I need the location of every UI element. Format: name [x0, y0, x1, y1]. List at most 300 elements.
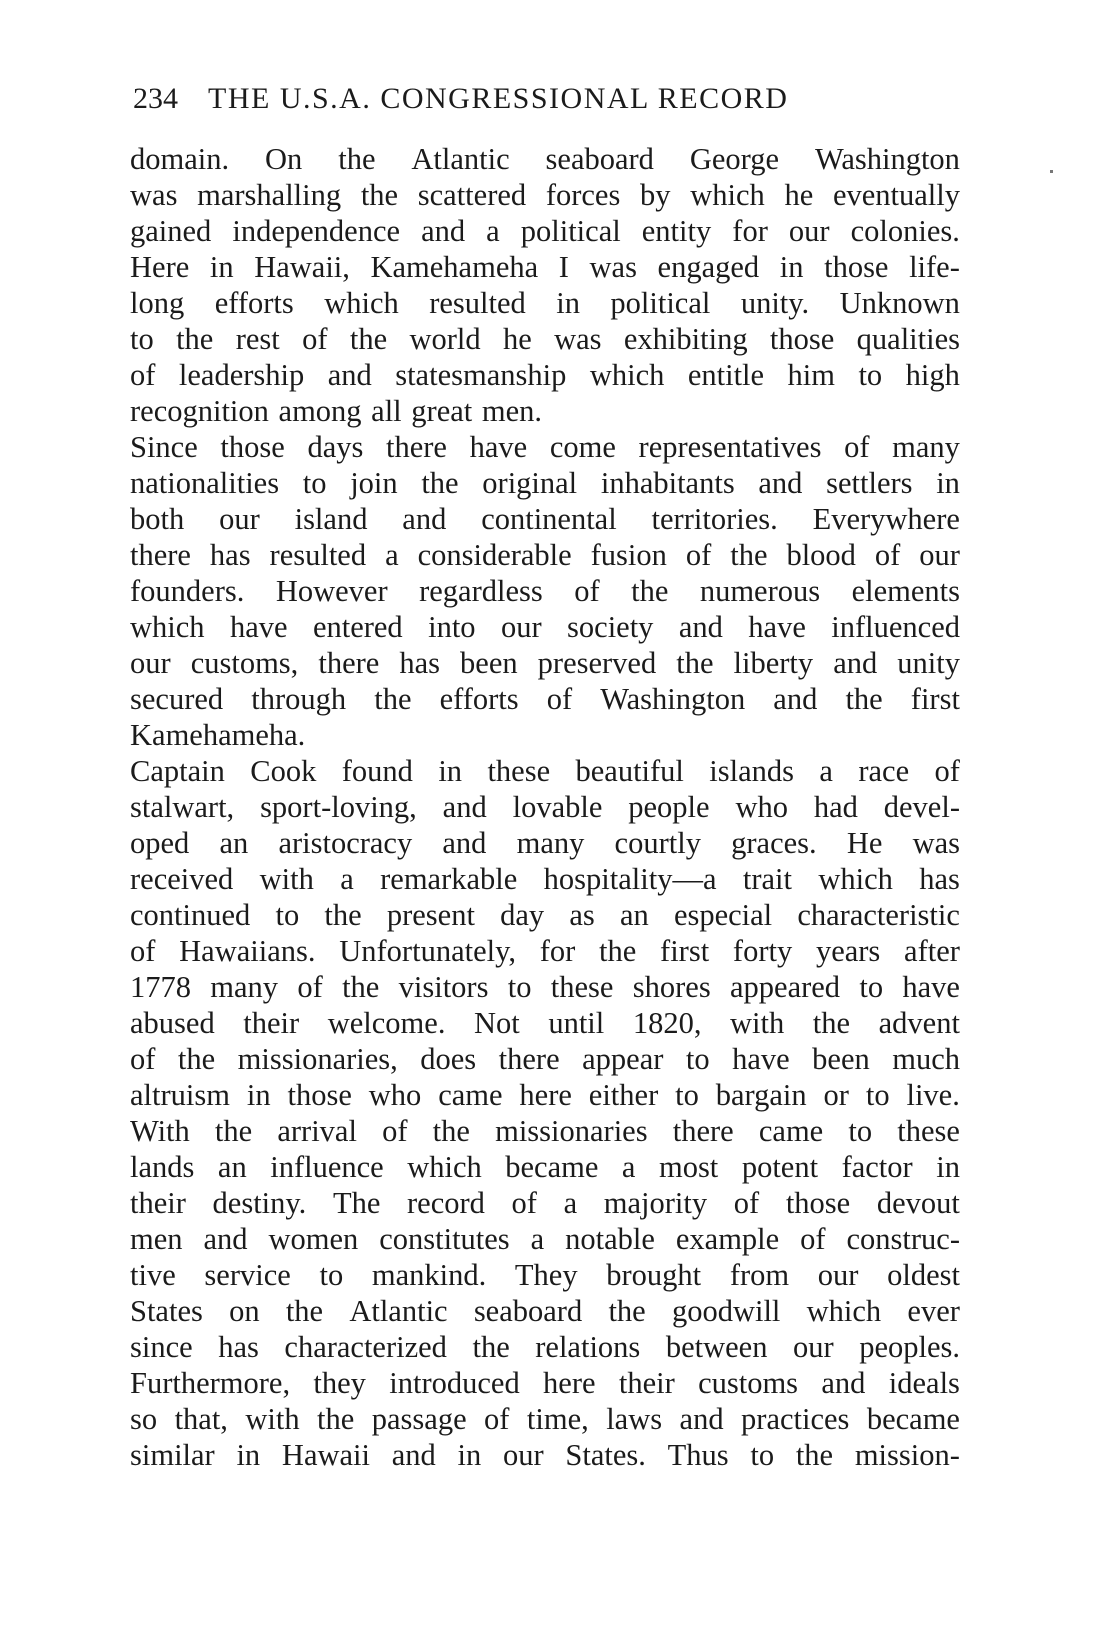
word: to [848, 1114, 873, 1148]
word: here [543, 1366, 596, 1400]
word: shores [632, 970, 711, 1004]
word: has [218, 1330, 259, 1364]
word: With [130, 1114, 190, 1148]
paragraph-3 [130, 753, 960, 1113]
margin-speck [1050, 170, 1053, 173]
word: with [259, 862, 314, 896]
word: many [516, 826, 585, 860]
word: the [472, 1330, 510, 1364]
word: practices [741, 1402, 850, 1436]
word: trait [742, 862, 792, 896]
word: there [672, 1114, 734, 1148]
word: the [285, 1294, 324, 1328]
word: constitutes [379, 1222, 510, 1256]
word: Washington [814, 142, 960, 176]
word: to [685, 1042, 710, 1076]
word: regardless [419, 574, 543, 608]
word: settlers [826, 466, 913, 500]
word: resulted [429, 286, 526, 320]
word: leadership [178, 358, 305, 392]
word: ideals [888, 1366, 960, 1400]
word: men. [481, 394, 543, 428]
word: brought [606, 1258, 702, 1292]
word: either [588, 1078, 659, 1112]
word: has [209, 538, 251, 572]
word: our [817, 1258, 859, 1292]
word: forces [545, 178, 621, 212]
word: who [735, 790, 788, 824]
text-line [130, 1365, 960, 1401]
word: island [294, 502, 368, 536]
word: in [457, 1438, 482, 1472]
word: continental [481, 502, 617, 536]
word: seaboard [473, 1294, 583, 1328]
word: potent [741, 1150, 819, 1184]
word: appear [582, 1042, 664, 1076]
word: those [220, 430, 285, 464]
word: scattered [417, 178, 527, 212]
word: mission- [854, 1438, 960, 1472]
word: to [275, 898, 300, 932]
word: of [130, 934, 156, 968]
word: and [773, 682, 818, 716]
word: people [628, 790, 710, 824]
word: forty [732, 934, 793, 968]
word: has [919, 862, 960, 896]
word: efforts [214, 286, 294, 320]
word: Hawaii, [254, 250, 350, 284]
word: remarkable [380, 862, 518, 896]
word: who [368, 1078, 422, 1112]
word: inhabitants [600, 466, 735, 500]
word: women [268, 1222, 359, 1256]
text-line [130, 1401, 960, 1437]
text-line [130, 753, 960, 789]
word: the [608, 1294, 646, 1328]
word: entity [641, 214, 712, 248]
word: sport-loving, [260, 790, 417, 824]
word: oldest [887, 1258, 960, 1292]
word: and [679, 1402, 724, 1436]
word: was [130, 178, 178, 212]
word: or [823, 1078, 849, 1112]
word: 1820, [632, 1006, 702, 1040]
word: destiny. [212, 1186, 307, 1220]
word: Captain [130, 754, 225, 788]
text-line [130, 177, 960, 213]
word: first [660, 934, 710, 968]
word: time, [526, 1402, 589, 1436]
word: our [792, 1330, 834, 1364]
word: and [442, 790, 487, 824]
word: through [251, 682, 347, 716]
word: nationalities [130, 466, 280, 500]
word: our [919, 538, 960, 572]
word: aristocracy [278, 826, 413, 860]
word: with [730, 1006, 785, 1040]
word: come [549, 430, 616, 464]
word: passage [371, 1402, 467, 1436]
word: been [460, 646, 518, 680]
word: those [785, 1186, 851, 1220]
text-line [130, 501, 960, 537]
word: to [750, 1438, 775, 1472]
text-line [130, 321, 960, 357]
word: in [936, 1150, 960, 1184]
text-line [130, 1221, 960, 1257]
word: domain. [130, 142, 230, 176]
text-line [130, 141, 960, 177]
word: of [934, 754, 960, 788]
word: in [936, 466, 960, 500]
text-line [130, 825, 960, 861]
word: been [812, 1042, 870, 1076]
word: much [892, 1042, 960, 1076]
word: in [556, 286, 580, 320]
word: engaged [657, 250, 760, 284]
word: him [787, 358, 835, 392]
word: hospitality—a [543, 862, 717, 896]
word: of [874, 538, 901, 572]
word: the [432, 1114, 470, 1148]
word: tive [130, 1258, 176, 1292]
word: numerous [699, 574, 821, 608]
word: islands [709, 754, 795, 788]
word: a [340, 862, 354, 896]
word: after [904, 934, 960, 968]
word: the [338, 142, 376, 176]
word: their [243, 1006, 300, 1040]
word: exhibiting [623, 322, 748, 356]
word: into [428, 610, 476, 644]
word: of [302, 322, 328, 356]
page-number: 234 [133, 82, 178, 115]
word: to [675, 1078, 699, 1112]
text-line [130, 465, 960, 501]
word: ever [907, 1294, 960, 1328]
word: life- [909, 250, 960, 284]
word: and [821, 1366, 866, 1400]
word: Everywhere [812, 502, 960, 536]
word: was [912, 826, 960, 860]
word: of [844, 430, 870, 464]
word: devel- [883, 790, 960, 824]
word: colonies. [850, 214, 960, 248]
text-line [130, 573, 960, 609]
word: factor [841, 1150, 913, 1184]
word: of [685, 538, 712, 572]
word: race [858, 754, 910, 788]
word: to [859, 970, 884, 1004]
word: the [214, 1114, 253, 1148]
word: entered [312, 610, 403, 644]
word: George [689, 142, 780, 176]
word: political [610, 286, 711, 320]
text-line [130, 357, 960, 393]
word: 1778 [130, 970, 191, 1004]
word: they [313, 1366, 366, 1400]
word: does [420, 1042, 477, 1076]
word: to [319, 1258, 344, 1292]
word: the [349, 322, 388, 356]
word: graces. [731, 826, 817, 860]
word: society [567, 610, 654, 644]
word: which [818, 862, 893, 896]
word: They [514, 1258, 578, 1292]
word: Kamehameha [370, 250, 539, 284]
word: Here [130, 250, 190, 284]
word: came [438, 1078, 503, 1112]
word: have [732, 1042, 790, 1076]
word: introduced [389, 1366, 520, 1400]
word: bargain [715, 1078, 807, 1112]
word: there [386, 430, 447, 464]
word: Hawaii [281, 1438, 370, 1472]
word: qualities [856, 322, 960, 356]
word: that, [174, 1402, 228, 1436]
word: these [550, 970, 614, 1004]
word: has [399, 646, 441, 680]
word: missionaries, [237, 1042, 398, 1076]
word: a [385, 538, 399, 572]
word: our [788, 214, 830, 248]
word: gained [130, 214, 212, 248]
word: to [302, 466, 327, 500]
word: seaboard [545, 142, 654, 176]
word: Since [130, 430, 198, 464]
running-title: THE U.S.A. CONGRESSIONAL RECORD [208, 82, 789, 115]
word: those [287, 1078, 352, 1112]
word: came [758, 1114, 824, 1148]
word: Unknown [839, 286, 960, 320]
word: liberty [733, 646, 814, 680]
word: our [219, 502, 260, 536]
word: majority [603, 1186, 708, 1220]
word: lands [130, 1150, 195, 1184]
word: the [812, 1006, 851, 1040]
word: years [815, 934, 881, 968]
word: our [502, 1438, 544, 1472]
word: he [784, 178, 814, 212]
word: and [391, 1438, 436, 1472]
word: of [800, 1222, 826, 1256]
word: He [846, 826, 883, 860]
word: altruism [130, 1078, 230, 1112]
word: the [176, 322, 214, 356]
word: the [599, 934, 637, 968]
word: for [732, 214, 768, 248]
word: the [317, 1402, 355, 1436]
word: men [130, 1222, 183, 1256]
paragraph-4 [130, 1113, 960, 1473]
word: was [589, 250, 637, 284]
word: live. [906, 1078, 960, 1112]
word: for [539, 934, 576, 968]
word: and [833, 646, 878, 680]
text-line [130, 1005, 960, 1041]
word: which [324, 286, 399, 320]
word: to [507, 970, 532, 1004]
word: which [589, 358, 665, 392]
word: an [217, 1150, 247, 1184]
word: unity [897, 646, 960, 680]
word: our [130, 646, 171, 680]
word: became [505, 1150, 599, 1184]
word: construc- [846, 1222, 960, 1256]
word: join [350, 466, 398, 500]
word: of [511, 1186, 537, 1220]
word: representatives [638, 430, 822, 464]
word: lovable [512, 790, 603, 824]
word: and [678, 610, 723, 644]
word: characteristic [797, 898, 960, 932]
word: On [265, 142, 303, 176]
word: most [658, 1150, 719, 1184]
word: and [421, 214, 466, 248]
word: a [530, 1222, 545, 1256]
word: blood [786, 538, 856, 572]
word: entitle [687, 358, 765, 392]
word: the [631, 574, 669, 608]
word: States [130, 1294, 203, 1328]
word: considerable [417, 538, 572, 572]
word: on [229, 1294, 260, 1328]
word: among [278, 394, 372, 428]
word: became [866, 1402, 960, 1436]
text-line [130, 213, 960, 249]
word: until [548, 1006, 605, 1040]
word: welcome. [327, 1006, 446, 1040]
word: to [858, 358, 883, 392]
word: Cook [250, 754, 317, 788]
word: original [482, 466, 578, 500]
text-line [130, 789, 960, 825]
word: unity. [740, 286, 810, 320]
word: advent [878, 1006, 960, 1040]
word: appeared [730, 970, 841, 1004]
text-line [130, 249, 960, 285]
word: and [203, 1222, 248, 1256]
word: courtly [614, 826, 701, 860]
word: their [618, 1366, 675, 1400]
text-line [130, 609, 960, 645]
word: peoples. [859, 1330, 960, 1364]
word: have [748, 610, 806, 644]
word: many [210, 970, 279, 1004]
word: have [902, 970, 960, 1004]
word: of [130, 1042, 156, 1076]
text-line [130, 1041, 960, 1077]
word: the [360, 178, 399, 212]
text-line [130, 1185, 960, 1221]
text-line [130, 897, 960, 933]
word: these [897, 1114, 960, 1148]
word: of [733, 1186, 760, 1220]
word: there [130, 538, 191, 572]
word: eventually [832, 178, 960, 212]
word: and [758, 466, 803, 500]
word: preserved [537, 646, 657, 680]
word: arrival [277, 1114, 357, 1148]
word: in [438, 754, 463, 788]
word: both [130, 502, 185, 536]
word: statesmanship [395, 358, 567, 392]
word: days [307, 430, 364, 464]
word: those [769, 322, 835, 356]
word: goodwill [671, 1294, 781, 1328]
running-head [133, 82, 873, 116]
word: and [442, 826, 487, 860]
word: their [130, 1186, 186, 1220]
word: the [795, 1438, 834, 1472]
word: The [332, 1186, 381, 1220]
word: missionaries [495, 1114, 648, 1148]
text-line [130, 681, 960, 717]
word: recognition [130, 394, 279, 428]
word: received [130, 862, 234, 896]
word: Unfortunately, [339, 934, 516, 968]
body-text [130, 141, 960, 1473]
word: which [690, 178, 765, 212]
word: and [402, 502, 447, 536]
word: continued [130, 898, 251, 932]
word: service [204, 1258, 291, 1292]
word: have [229, 610, 288, 644]
text-line [130, 1149, 960, 1185]
text-line [130, 393, 960, 429]
word: so [130, 1402, 158, 1436]
word: an [619, 898, 649, 932]
word: he [502, 322, 532, 356]
word: stalwart, [130, 790, 235, 824]
word: of [382, 1114, 408, 1148]
word: the [421, 466, 459, 500]
word: as [569, 898, 595, 932]
word: secured [130, 682, 224, 716]
text-line [130, 537, 960, 573]
word: great [411, 394, 482, 428]
word: the [845, 682, 883, 716]
word: to [130, 322, 154, 356]
word: influenced [831, 610, 960, 644]
word: which [806, 1294, 882, 1328]
word: political [520, 214, 621, 248]
word: those [824, 250, 889, 284]
word: here [519, 1078, 572, 1112]
word: Hawaiians. [179, 934, 316, 968]
word: efforts [439, 682, 519, 716]
word: with [245, 1402, 300, 1436]
text-line [130, 1293, 960, 1329]
word: rest [235, 322, 280, 356]
text-line [130, 1437, 960, 1473]
word: have [469, 430, 528, 464]
word: which [130, 610, 205, 644]
text-line [130, 1329, 960, 1365]
word: the [730, 538, 768, 572]
word: our [500, 610, 542, 644]
word: laws [606, 1402, 663, 1436]
text-line [130, 1077, 960, 1113]
word: an [219, 826, 249, 860]
word: had [813, 790, 858, 824]
word: which [407, 1150, 482, 1184]
word: territories. [651, 502, 778, 536]
word: the [676, 646, 714, 680]
word: there [318, 646, 380, 680]
word: the [177, 1042, 216, 1076]
word: similar [130, 1438, 215, 1472]
